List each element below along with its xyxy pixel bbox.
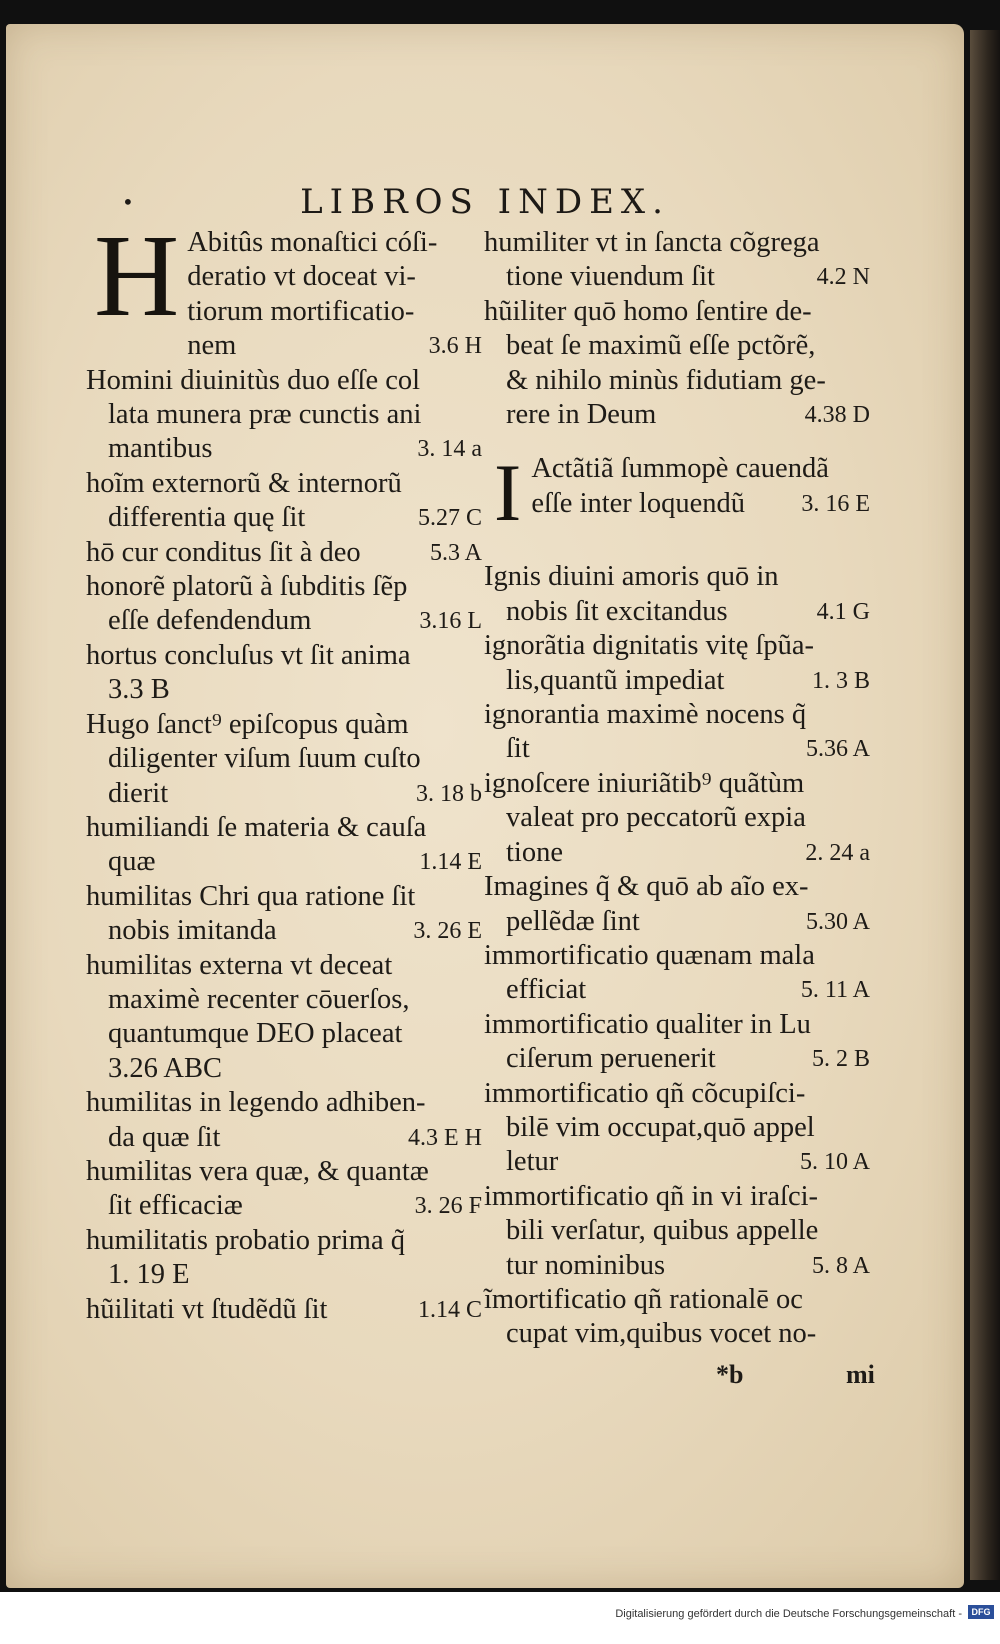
- signature-mark: *b: [716, 1360, 744, 1389]
- entry-line: [86, 501, 486, 535]
- index-entry: [86, 536, 486, 570]
- header-dot: •: [122, 190, 134, 214]
- entry-line: [484, 260, 874, 294]
- entry-line-text: hũilitati vt ſtudẽdũ ſit: [86, 1293, 328, 1325]
- entry-line: [484, 595, 874, 629]
- entry-line: [484, 973, 874, 1007]
- index-entry: [484, 560, 874, 629]
- entry-line-text: ſit: [506, 733, 530, 765]
- entry-line: immortificatio qualiter in Lu: [484, 1008, 811, 1040]
- entry-line: Imagines q̃ & quō ab aĩo ex-: [484, 871, 809, 903]
- entry-reference: 3. 26 E: [413, 918, 482, 945]
- entry-line: hoĩm externorũ & internorũ: [86, 467, 402, 499]
- entry-line-text: dierit: [108, 777, 169, 809]
- entry-line-text: Actãtiã ſummopè cauendã: [531, 453, 829, 485]
- entry-line-text: hō cur conditus ſit à deo: [86, 536, 361, 568]
- index-entry: [86, 467, 486, 536]
- entry-line: maximè recenter cōuerſos,: [108, 983, 410, 1015]
- entry-reference: 5.36 A: [805, 736, 870, 763]
- entry-line: Homini diuinitùs duo eſſe col: [86, 364, 421, 396]
- entry-line: [86, 432, 486, 466]
- entry-reference: 3. 16 E: [801, 490, 870, 517]
- entry-line: [484, 1249, 874, 1283]
- entry-line: humilitas externa vt deceat: [86, 949, 393, 981]
- entry-line: humilitas in legendo adhiben-: [86, 1087, 426, 1119]
- index-entry-initial: [484, 447, 874, 560]
- entry-reference: 4.3 E H: [408, 1124, 482, 1151]
- entry-line: hũiliter quō homo ſentire de-: [484, 295, 812, 327]
- footer-credit: Digitalisierung gefördert durch die Deutsche Forschungsgemeinschaft -: [615, 1608, 962, 1620]
- entry-line-text: nobis imitanda: [108, 915, 277, 947]
- entry-line: [484, 836, 874, 870]
- entry-reference: 4.1 G: [816, 598, 870, 625]
- entry-line: humiliter vt in ſancta cõgrega: [484, 227, 820, 258]
- entry-line-text: letur: [506, 1146, 559, 1178]
- entry-line: & nihilo minùs fidutiam ge-: [506, 364, 826, 396]
- entry-line-text: ſit efficaciæ: [108, 1190, 243, 1222]
- entry-reference: 5. 11 A: [800, 977, 870, 1004]
- entry-reference: 1.14 C: [417, 1296, 482, 1323]
- entry-line: ignorãtia dignitatis vitę ſpũa-: [484, 630, 815, 662]
- entry-line-text: rere in Deum: [506, 399, 657, 431]
- entry-reference: 3. 18 b: [416, 780, 482, 807]
- entry-line: bilē vim occupat,quō appel: [506, 1111, 815, 1143]
- index-entry: [484, 629, 874, 698]
- entry-reference: 1.14 E: [419, 849, 482, 876]
- entry-line-text: eſſe defendendum: [108, 605, 312, 637]
- entry-line: 3.3 B: [108, 674, 170, 706]
- index-entry: [86, 364, 486, 467]
- entry-reference: 5. 10 A: [799, 1149, 870, 1176]
- entry-line: diligenter viſum ſuum cuſto: [108, 743, 421, 775]
- entry-reference: 5. 8 A: [811, 1252, 870, 1279]
- index-entry-initial: [86, 210, 486, 364]
- entry-line-text: quæ: [108, 846, 156, 878]
- entry-reference: 3.16 L: [419, 608, 482, 635]
- index-entry: [484, 939, 874, 1008]
- entry-reference: 4.2 N: [816, 264, 870, 291]
- entry-line-text: tione viuendum ſit: [506, 261, 715, 293]
- entry-line: 3.26 ABC: [108, 1052, 223, 1084]
- index-entry: [86, 880, 486, 949]
- book-page: [6, 24, 964, 1588]
- entry-line: humiliandi ſe materia & cauſa: [86, 811, 427, 843]
- entry-line: [86, 845, 486, 879]
- entry-line: [484, 905, 874, 939]
- entry-line: humilitatis probatio prima q̃: [86, 1224, 405, 1256]
- page-edge-shadow: [970, 30, 1000, 1580]
- entry-line: ĩmortificatio qñ rationalē oc: [484, 1283, 803, 1315]
- entry-line: [86, 1293, 486, 1327]
- index-entry: [86, 949, 486, 1087]
- entry-line: [86, 777, 486, 811]
- entry-line-text: nobis ſit excitandus: [506, 595, 728, 627]
- entry-line: humilitas vera quæ, & quantæ: [86, 1155, 429, 1187]
- index-entry: [484, 767, 874, 870]
- drop-cap-letter: H: [94, 210, 180, 341]
- index-entry: [484, 295, 874, 433]
- entry-line: lata munera præ cunctis ani: [108, 399, 422, 431]
- entry-line-text: pellẽdæ ſint: [506, 905, 640, 937]
- index-entry: [86, 1155, 486, 1224]
- entry-reference: 4.38 D: [804, 402, 870, 429]
- entry-line: [86, 536, 486, 570]
- entry-reference: 1. 3 B: [811, 667, 870, 694]
- entry-line-text: eſſe inter loquendũ: [531, 487, 745, 519]
- entry-reference: 3. 26 F: [414, 1193, 482, 1220]
- section-gap: [484, 432, 874, 452]
- entry-line: Hugo ſanct⁹ epiſcopus quàm: [86, 708, 409, 740]
- index-entry: [484, 226, 874, 295]
- index-entry: [86, 1224, 486, 1293]
- index-entry: [484, 698, 874, 767]
- entry-line-text: tur nominibus: [506, 1249, 666, 1281]
- catchword: mi: [846, 1360, 875, 1389]
- entry-line: bili verſatur, quibus appelle: [506, 1215, 819, 1247]
- entry-line: immortificatio qñ in vi iraſci-: [484, 1180, 818, 1212]
- entry-line: immortificatio qñ cõcupiſci-: [484, 1077, 806, 1109]
- entry-reference: 3. 14 a: [417, 436, 482, 463]
- entry-reference: 5. 2 B: [811, 1046, 870, 1073]
- index-entry: [86, 570, 486, 639]
- entry-line: Ignis diuini amoris quō in: [484, 561, 779, 593]
- index-entry: [86, 1086, 486, 1155]
- entry-line: [484, 664, 874, 698]
- index-entry: [86, 639, 486, 708]
- drop-cap-letter: I: [494, 447, 522, 539]
- entry-line: ignoſcere iniuriãtib⁹ quãtùm: [484, 767, 805, 799]
- entry-line: [484, 398, 874, 432]
- index-entry: [484, 870, 874, 939]
- entry-line: beat ſe maximũ eſſe pctõrẽ,: [506, 330, 816, 362]
- entry-line: cupat vim,quibus vocet no-: [506, 1318, 817, 1350]
- entry-line-text: nem: [187, 330, 237, 362]
- entry-line: [484, 487, 874, 521]
- entry-line-text: mantibus: [108, 433, 213, 465]
- entry-line: valeat pro peccatorũ expia: [506, 802, 806, 834]
- entry-line: immortificatio quænam mala: [484, 939, 815, 971]
- header-title: LIBROS INDEX.: [300, 182, 670, 222]
- entry-reference: 5.27 C: [417, 505, 482, 532]
- dfg-logo: DFG: [968, 1605, 994, 1619]
- entry-line-text: tiorum mortificatio-: [187, 295, 415, 327]
- entry-line: [86, 1189, 486, 1223]
- entry-reference: 5.30 A: [805, 908, 870, 935]
- digitization-footer: [0, 1598, 1000, 1628]
- entry-reference: 5.3 A: [429, 539, 482, 566]
- entry-line-text: deratio vt doceat vi-: [187, 261, 416, 293]
- entry-line-text: Abitûs monaſtici cóſi-: [187, 227, 438, 258]
- entry-line: [484, 1145, 874, 1179]
- entry-line-text: tione: [506, 836, 563, 868]
- entry-line: quantumque DEO placeat: [108, 1018, 403, 1050]
- entry-line: [484, 452, 874, 486]
- index-entry: [484, 1077, 874, 1180]
- entry-line: 1. 19 E: [108, 1259, 190, 1291]
- index-entry: [86, 708, 486, 811]
- entry-line: honorẽ platorũ à ſubditis ſẽp: [86, 571, 408, 603]
- entry-line: [86, 914, 486, 948]
- entry-line: hortus concluſus vt ſit anima: [86, 639, 411, 671]
- entry-line-text: efficiat: [506, 974, 587, 1006]
- index-entry: [484, 1283, 874, 1352]
- right-index-column: [484, 226, 874, 1352]
- entry-line-text: differentia quę ſit: [108, 502, 306, 534]
- entry-line: [484, 732, 874, 766]
- entry-line-text: ciſerum peruenerit: [506, 1043, 716, 1075]
- index-entry: [86, 1293, 486, 1327]
- entry-reference: 2. 24 a: [805, 839, 870, 866]
- entry-line: [86, 1121, 486, 1155]
- entry-line-text: da quæ ſit: [108, 1121, 221, 1153]
- entry-line: [484, 1042, 874, 1076]
- entry-line: [86, 604, 486, 638]
- index-entry: [484, 1180, 874, 1283]
- index-entry: [484, 1008, 874, 1077]
- entry-line: ignorantia maximè nocens q̃: [484, 699, 807, 731]
- index-entry: [86, 811, 486, 880]
- entry-line: humilitas Chri qua ratione ſit: [86, 880, 416, 912]
- left-index-column: [86, 210, 486, 1327]
- entry-reference: 3.6 H: [428, 333, 482, 360]
- entry-line-text: lis,quantũ impediat: [506, 664, 725, 696]
